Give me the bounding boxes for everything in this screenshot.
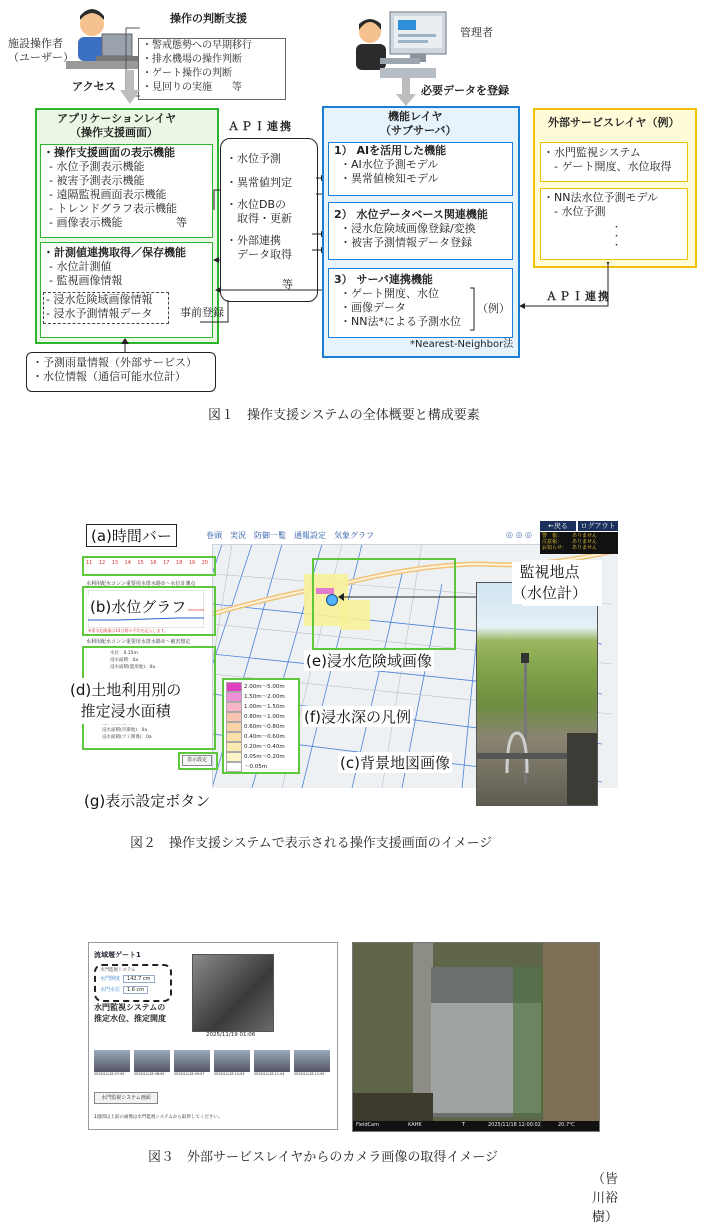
db-functions: [334, 208, 488, 250]
measure-functions-title: ・計測値連携取得／保存機能: [43, 246, 186, 259]
thumbnail-time: 2025/11/18 11:04: [254, 1072, 285, 1076]
thumbnail-row: [94, 1050, 330, 1076]
gate-value-label: 水門開度: [100, 976, 121, 982]
legend-swatch: [226, 722, 242, 732]
figure-3-caption: 図３ 外部サービスレイヤからのカメラ画像の取得イメージ: [148, 1150, 498, 1165]
alert-label: 注意報：: [542, 539, 563, 545]
flood-area-line: 浸水面積(ゴミ関係)：0a: [102, 735, 152, 740]
measure-functions: [43, 246, 186, 288]
db-functions-title: 2） 水位データベース関連機能: [334, 208, 488, 221]
legend-swatch: [226, 732, 242, 742]
flood-area-line: 浸水面積(農用地)：0a: [110, 665, 156, 670]
external-nn-model: [543, 191, 658, 219]
display-function-item: - 遠隔監視画面表示機能: [49, 188, 167, 201]
label-flood-depth-legend: (f)浸水深の凡例: [304, 708, 411, 726]
alert-panel: [540, 532, 618, 554]
source-item: ・予測雨量情報（外部サービス）: [32, 356, 197, 369]
admin-label: 管理者: [460, 26, 493, 39]
gate-system-label: 水門監視システム: [100, 968, 136, 973]
legend-swatch: [226, 692, 242, 702]
nav-links: [206, 530, 374, 541]
ai-functions: [334, 144, 446, 186]
legend-label: 0.40m～0.60m: [244, 733, 285, 740]
external-item: - ゲート開度、水位取得: [543, 160, 672, 173]
time-tick[interactable]: 14: [124, 560, 131, 566]
water-level-panel-title: 水利用配水コンン重要用水排水路①～水位計測点: [86, 581, 196, 587]
server-function-item: ・画像データ: [340, 301, 406, 314]
legend-label: 1.50m～2.00m: [244, 693, 285, 700]
figure-2-caption: 図２ 操作支援システムで表示される操作支援画面のイメージ: [130, 836, 493, 851]
legend-swatch: [226, 682, 242, 692]
external-more-dots: ・ ・ ・: [612, 223, 622, 251]
legend-label: 1.00m～1.50m: [244, 703, 285, 710]
alert-value: ありません: [572, 545, 598, 551]
application-layer-title: アプリケーションレイヤ: [57, 112, 177, 125]
external-service-title: 外部サービスレイヤ（例）: [548, 116, 680, 129]
field-camera-photo: [352, 942, 600, 1132]
nav-link[interactable]: 巻頭: [206, 531, 222, 540]
source-data-list: [32, 356, 197, 384]
preregistered-data: [46, 293, 152, 321]
measure-function-item: - 監視画像情報: [49, 274, 123, 287]
user-label: 施設操作者 （ユーザー）: [8, 37, 74, 64]
display-settings-button[interactable]: 表示設定: [182, 755, 212, 766]
display-function-item: - 画像表示機能: [49, 216, 123, 229]
thumbnail-time: 2025/11/18 09:07: [174, 1072, 205, 1076]
db-function-item: ・浸水危険域画像登録/変換: [340, 222, 476, 235]
admin-at-computer-icon: [350, 8, 450, 80]
server-functions: [334, 273, 461, 329]
legend-swatch: [226, 752, 242, 762]
function-layer-note: *Nearest-Neighbor法: [410, 339, 514, 350]
legend-label: 0.20m～0.40m: [244, 743, 285, 750]
judgement-item: ・排水機場の操作判断: [142, 54, 242, 65]
server-function-item: ・ゲート開度、水位: [340, 287, 439, 300]
server-functions-example: （例）: [477, 302, 510, 315]
camera-temp: 20.7℃: [558, 1122, 575, 1128]
station-photo: [476, 582, 598, 806]
gate-value-row: [100, 986, 148, 994]
api-flow-arrows: [200, 150, 330, 340]
api-etc: 等: [282, 278, 293, 291]
gate-value: 142.7 cm: [123, 975, 155, 983]
time-tick[interactable]: 16: [150, 560, 157, 566]
gate-estimate-label: 水門監視システムの 推定水位、推定開度: [94, 1003, 166, 1023]
server-function-item: ・NN法*による予測水位: [340, 315, 461, 328]
display-function-item: - 水位予測表示機能: [49, 160, 145, 173]
figure-1-caption: 図１ 操作支援システムの全体概要と構成要素: [208, 408, 480, 423]
api-item: ・水位予測: [226, 152, 281, 165]
judgement-item: ・ゲート操作の判断: [142, 68, 232, 79]
judgement-title: 操作の判断支援: [170, 12, 247, 25]
gate-title: 流域堰ゲート1: [94, 951, 141, 959]
legend-swatch: [226, 762, 242, 772]
figure-3: [88, 942, 619, 1225]
thumbnail-time: 2025/11/18 08:05: [134, 1072, 165, 1076]
display-functions-title: ・操作支援画面の表示機能: [43, 146, 175, 159]
ai-function-item: ・異常値検知モデル: [340, 172, 439, 185]
thumbnail-time: 2025/11/18 12:05: [294, 1072, 325, 1076]
label-settings-button: (g)表示設定ボタン: [84, 792, 211, 810]
flood-area-line: 浸水面積：0a: [110, 658, 139, 663]
flood-area-line: 水位：0.15m: [110, 651, 138, 656]
external-item: ・水門監視システム: [543, 146, 641, 159]
nav-link[interactable]: 実況: [230, 531, 246, 540]
flood-area-line: 浸水面積(市街地)：0a: [102, 728, 148, 733]
alert-label: お知らせ：: [542, 545, 567, 551]
alert-value: ありません: [572, 533, 598, 539]
station-marker-icon[interactable]: [326, 594, 338, 606]
station-arrow: [338, 592, 478, 602]
time-tick[interactable]: 20: [201, 560, 208, 566]
gate-value: 1.6 cm: [123, 986, 148, 994]
server-functions-title: 3） サーバ連携機能: [334, 273, 433, 286]
time-tick[interactable]: 12: [98, 560, 106, 566]
nav-link[interactable]: 通報設定: [294, 531, 326, 540]
alert-value: ありません: [572, 539, 598, 545]
preregister-label: 事前登録: [180, 306, 224, 319]
station-label: 監視地点 （水位計）: [512, 563, 588, 602]
camera-t: T: [462, 1122, 466, 1128]
time-tick[interactable]: 17: [163, 560, 170, 566]
external-api-arrow: [512, 262, 622, 318]
figure-2: [70, 520, 618, 851]
flood-area-lines: [110, 650, 155, 671]
legend-swatch: [226, 702, 242, 712]
source-item: ・水位情報（通信可能水位計）: [32, 370, 186, 383]
label-time-bar: (a)時間バー: [86, 524, 177, 547]
time-tick[interactable]: 18: [175, 560, 183, 566]
function-layer-title: 機能レイヤ: [388, 110, 443, 123]
gate-footer-note: 1週間以上前の画像は水門監視システムから取得してください。: [94, 1115, 223, 1120]
camera-brand: FieldCam: [356, 1122, 379, 1128]
window-controls-icon[interactable]: ◎ ◎ ◎: [506, 530, 533, 539]
flood-area-panel-title: 水利用配水コンン重要用水排水路①～被害想定: [86, 639, 191, 645]
judgement-list: [142, 39, 252, 95]
gate-main-camera-image: [192, 954, 274, 1032]
function-layer-subtitle: （サブサーバ）: [380, 124, 457, 137]
camera-time: 2025/11/18 12:00:02: [488, 1122, 541, 1128]
camera-name: KAHK: [408, 1122, 422, 1128]
ai-function-item: ・AI水位予測モデル: [340, 158, 439, 171]
thumbnail[interactable]: [134, 1050, 170, 1076]
application-layer-subtitle: （操作支援画面）: [70, 126, 158, 139]
gate-main-time: 2025/11/19 01:06: [206, 1032, 256, 1038]
display-functions-etc: 等: [176, 216, 187, 229]
external-gate-system: [543, 146, 671, 174]
flood-depth-legend: [226, 682, 285, 772]
access-label: アクセス: [72, 80, 116, 93]
time-bar[interactable]: [86, 560, 208, 570]
api-item: ・外部連携 データ取得: [226, 234, 292, 261]
legend-label: 0.60m～0.80m: [244, 723, 285, 730]
author: （皆川裕樹）: [592, 1172, 619, 1225]
legend-label: 2.00m～5.00m: [244, 683, 285, 690]
logout-button[interactable]: ログアウト: [578, 521, 618, 531]
thumbnail[interactable]: [294, 1050, 330, 1076]
thumbnail[interactable]: [94, 1050, 130, 1076]
thumbnail[interactable]: [174, 1050, 210, 1076]
register-label: 必要データを登録: [421, 84, 509, 97]
api-title: ＡＰＩ連携: [228, 120, 293, 133]
legend-label: 0.80m～1.00m: [244, 713, 285, 720]
thumbnail[interactable]: [254, 1050, 290, 1076]
access-arrow-icon: [120, 70, 140, 104]
legend-label: ～0.05m: [244, 763, 268, 770]
time-tick[interactable]: 11: [86, 560, 93, 566]
gate-system-button[interactable]: 水門監視システム画面: [94, 1092, 158, 1104]
nav-link[interactable]: 防御一覧: [254, 531, 286, 540]
nav-link[interactable]: 気象グラフ: [334, 531, 374, 540]
time-tick[interactable]: 13: [111, 560, 119, 566]
label-background-map: (c)背景地図画像: [340, 754, 450, 772]
legend-swatch: [226, 742, 242, 752]
gate-value-label: 水門水位: [100, 987, 121, 993]
legend-swatch: [226, 712, 242, 722]
time-tick[interactable]: 15: [137, 560, 144, 566]
api-item: ・異常値判定: [226, 176, 292, 189]
external-api-label: ＡＰＩ連携: [546, 290, 611, 303]
alert-label: 警 報：: [542, 533, 563, 539]
thumbnail[interactable]: [214, 1050, 250, 1076]
thumbnail-time: 2025/11/18 10:03: [214, 1072, 245, 1076]
figure-1: [0, 0, 705, 440]
judgement-item: ・見回りの実施 等: [142, 82, 242, 93]
register-arrow-icon: [396, 78, 416, 106]
time-tick[interactable]: 19: [188, 560, 196, 566]
judgement-item: ・警戒態勢への早期移行: [142, 40, 252, 51]
preregistered-item: - 浸水予測情報データ: [46, 307, 153, 320]
water-level-note: ※重水危険量は14日間の平均を記入します。: [88, 628, 169, 633]
preregistered-item: - 浸水危険域画像情報: [46, 293, 153, 306]
label-estimated-flood-area: (d)土地利用別の 推定浸水面積: [64, 678, 187, 724]
api-item: ・水位DBの 取得・更新: [226, 198, 292, 225]
legend-label: 0.05m～0.20m: [244, 753, 285, 760]
display-function-item: - 被害予測表示機能: [49, 174, 145, 187]
external-item: ・NN法水位予測モデル: [543, 191, 658, 204]
db-function-item: ・被害予測情報データ登録: [340, 236, 472, 249]
display-function-item: - トレンドグラフ表示機能: [49, 202, 177, 215]
thumbnail-time: 2025/11/18 07:05: [94, 1072, 125, 1076]
gate-value-row: [100, 975, 155, 983]
back-button[interactable]: ←戻る: [540, 521, 576, 531]
ai-functions-title: 1） AIを活用した機能: [334, 144, 447, 157]
label-water-level-graph: (b)水位グラフ: [90, 598, 187, 616]
label-flood-risk-image: (e)浸水危険域画像: [306, 652, 432, 670]
display-functions: [43, 146, 177, 230]
external-item: - 水位予測: [543, 205, 606, 218]
measure-function-item: - 水位計測値: [49, 260, 112, 273]
